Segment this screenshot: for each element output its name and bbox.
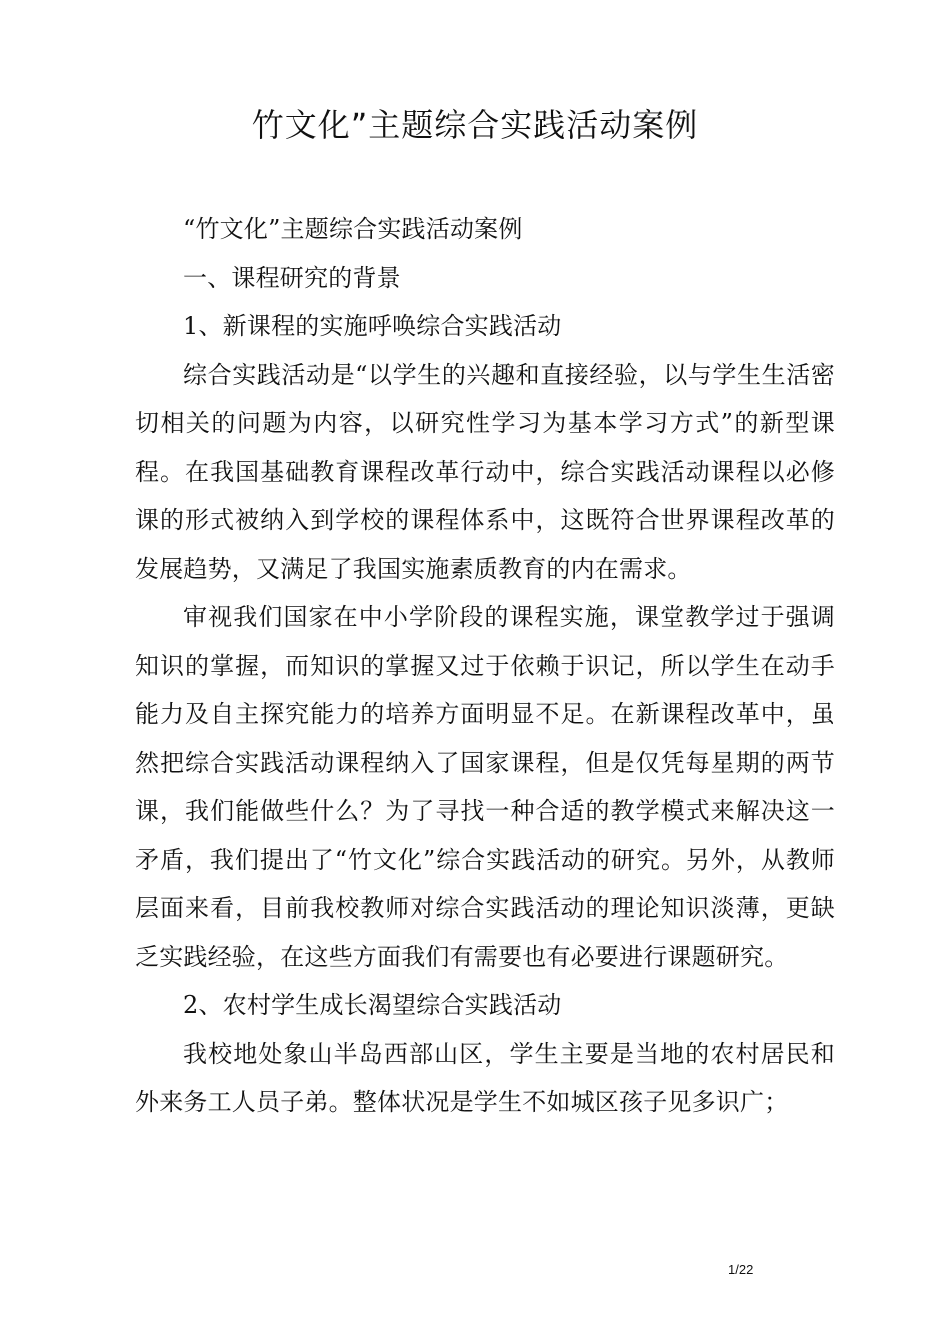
document-body	[135, 205, 835, 1127]
document-title: 竹文化”主题综合实践活动案例	[251, 106, 699, 144]
section-heading: 一、课程研究的背景	[183, 263, 401, 292]
subsection-heading: 2、农村学生成长渴望综合实践活动	[183, 991, 562, 1019]
page-number: 1/22	[728, 1262, 754, 1277]
body-paragraph: 综合实践活动是“以学生的兴趣和直接经验，以与学生生活密切相关的问题为内容，以研究性学习为基本学习方式”的新型课程。在我国基础教育课程改革行动中，综合实践活动课程以必修课的形式被纳入到学校的课程体系中，这既符合世界课程改革的发展趋势，又满足了我国实施素质教育的内在需求。	[135, 360, 835, 583]
subtitle-paragraph: “竹文化”主题综合实践活动案例	[183, 215, 523, 243]
body-paragraph: 审视我们国家在中小学阶段的课程实施，课堂教学过于强调知识的掌握，而知识的掌握又过于依赖于识记，所以学生在动手能力及自主探究能力的培养方面明显不足。在新课程改革中，虽然把综合实践活动课程纳入了国家课程，但是仅凭每星期的两节课，我们能做些什么？为了寻找一种合适的教学模式来解决这一矛盾，我们提出了“竹文化”综合实践活动的研究。另外，从教师层面来看，目前我校教师对综合实践活动的理论知识淡薄，更缺乏实践经验，在这些方面我们有需要也有必要进行课题研究。	[135, 603, 835, 971]
body-paragraph: 我校地处象山半岛西部山区，学生主要是当地的农村居民和外来务工人员子弟。整体状况是学生不如城区孩子见多识广；	[135, 1039, 835, 1116]
subsection-heading: 1、新课程的实施呼唤综合实践活动	[183, 312, 562, 340]
